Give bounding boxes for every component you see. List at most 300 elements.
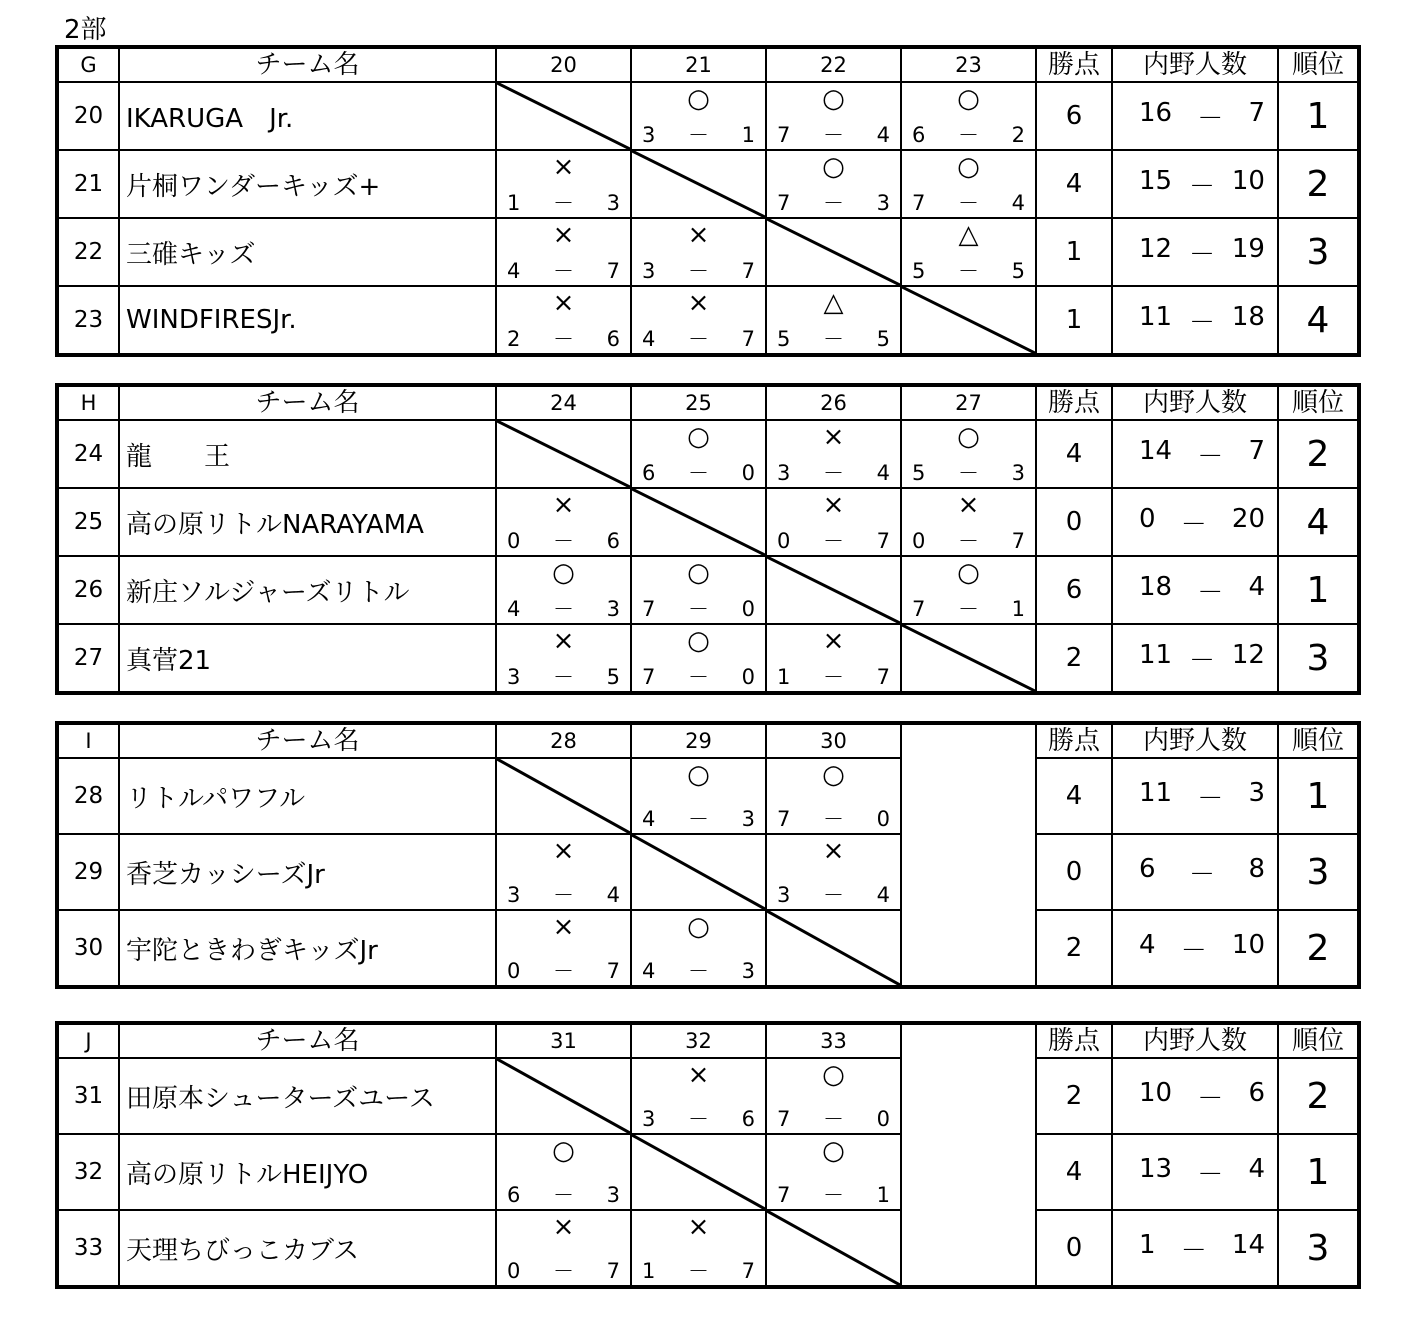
match-score: [507, 665, 620, 689]
header-row: [57, 385, 1359, 420]
score-own: 1: [777, 665, 791, 689]
group-table: [55, 1021, 1361, 1289]
result-mark: △: [958, 220, 979, 250]
score-own: 4: [642, 327, 656, 351]
diagonal-line: [497, 759, 630, 833]
match-score: [642, 1259, 755, 1283]
team-name: 天理ちびっこカブス: [119, 1210, 496, 1287]
score-dash: －: [958, 461, 979, 485]
inner-count: [1112, 218, 1278, 286]
score-dash: －: [823, 807, 844, 831]
score-opponent: 6: [606, 529, 620, 553]
result-mark: ○: [957, 558, 980, 588]
score-opponent: 5: [876, 327, 890, 351]
match-score: [642, 665, 755, 689]
score-dash: －: [958, 191, 979, 215]
group-letter: H: [57, 385, 119, 420]
result-mark: △: [823, 288, 844, 318]
result-mark: ×: [552, 836, 575, 866]
inner-count-for: 4: [1139, 929, 1156, 960]
team-row: [57, 1210, 1359, 1287]
inner-count-dash: －: [1197, 577, 1224, 608]
inner-count-dash: －: [1180, 1235, 1207, 1266]
team-rank: 3: [1278, 1210, 1359, 1287]
opponent-column-header: 26: [766, 385, 901, 420]
match-score: [777, 1183, 890, 1207]
win-points: 2: [1036, 1058, 1112, 1134]
win-points: 1: [1036, 218, 1112, 286]
team-name: 香芝カッシーズJr: [119, 834, 496, 910]
match-score: [642, 461, 755, 485]
score-dash: －: [688, 597, 709, 621]
score-dash: －: [688, 1107, 709, 1131]
points-header: 勝点: [1036, 1023, 1112, 1058]
score-dash: －: [688, 665, 709, 689]
score-dash: －: [823, 665, 844, 689]
score-dash: －: [553, 883, 574, 907]
team-rank: 1: [1278, 758, 1359, 834]
diagonal-line: [902, 287, 1035, 353]
inner-count: [1112, 834, 1278, 910]
score-own: 3: [777, 883, 791, 907]
score-dash: －: [958, 597, 979, 621]
empty-header-cell: [901, 1023, 1036, 1287]
score-opponent: 3: [606, 191, 620, 215]
result-mark: ○: [822, 84, 845, 114]
score-own: 6: [507, 1183, 521, 1207]
result-mark: ×: [822, 626, 845, 656]
inner-count-values: [1113, 854, 1277, 891]
match-result-cell: [766, 1134, 901, 1210]
match-score: [912, 123, 1025, 147]
group-table: [55, 45, 1361, 357]
inner-count: [1112, 82, 1278, 150]
score-opponent: 1: [876, 1183, 890, 1207]
inner-count-against: 20: [1231, 503, 1265, 534]
score-own: 7: [777, 1107, 791, 1131]
score-own: 1: [507, 191, 521, 215]
match-result-cell: [631, 1058, 766, 1134]
team-name: 三碓キッズ: [119, 218, 496, 286]
team-rank: 1: [1278, 82, 1359, 150]
inner-count-dash: －: [1188, 307, 1215, 338]
team-name: 高の原リトルHEIJYO: [119, 1134, 496, 1210]
empty-header-cell: [901, 723, 1036, 987]
result-mark: ○: [822, 760, 845, 790]
match-result-cell: [901, 488, 1036, 556]
score-dash: －: [823, 123, 844, 147]
score-dash: －: [958, 529, 979, 553]
inner-count-for: 6: [1139, 853, 1156, 884]
match-score: [642, 807, 755, 831]
opponent-column-header: 30: [766, 723, 901, 758]
inner-count-values: [1113, 436, 1277, 473]
score-dash: －: [958, 123, 979, 147]
score-opponent: 0: [876, 807, 890, 831]
match-score: [777, 883, 890, 907]
diagonal-line: [767, 219, 900, 285]
match-result-cell: [901, 218, 1036, 286]
team-name: リトルパワフル: [119, 758, 496, 834]
group-letter: I: [57, 723, 119, 758]
score-dash: －: [553, 259, 574, 283]
score-opponent: 4: [876, 461, 890, 485]
score-dash: －: [823, 529, 844, 553]
match-result-cell: [631, 286, 766, 355]
inner-count-values: [1113, 778, 1277, 815]
diagonal-line: [767, 911, 900, 985]
points-header: 勝点: [1036, 385, 1112, 420]
inner-count-header: 内野人数: [1112, 47, 1278, 82]
score-own: 3: [642, 123, 656, 147]
team-name: WINDFIRESJr.: [119, 286, 496, 355]
team-name: 片桐ワンダーキッズ+: [119, 150, 496, 218]
match-result-cell: [631, 624, 766, 693]
inner-count-values: [1113, 166, 1277, 203]
result-mark: ×: [687, 220, 710, 250]
result-mark: ○: [687, 422, 710, 452]
self-match-cell: [766, 1210, 901, 1287]
win-points: 6: [1036, 556, 1112, 624]
match-result-cell: [631, 910, 766, 987]
match-result-cell: [901, 556, 1036, 624]
score-own: 0: [777, 529, 791, 553]
score-own: 3: [642, 1107, 656, 1131]
match-result-cell: [496, 834, 631, 910]
score-opponent: 7: [741, 327, 755, 351]
score-dash: －: [823, 1183, 844, 1207]
score-opponent: 3: [606, 597, 620, 621]
group-letter: G: [57, 47, 119, 82]
inner-count-values: [1113, 1078, 1277, 1115]
inner-count-for: 16: [1139, 97, 1173, 128]
score-dash: －: [553, 1183, 574, 1207]
team-name: 新庄ソルジャーズリトル: [119, 556, 496, 624]
score-dash: －: [823, 883, 844, 907]
score-own: 3: [507, 665, 521, 689]
match-score: [912, 461, 1025, 485]
score-opponent: 7: [741, 1259, 755, 1283]
score-opponent: 5: [606, 665, 620, 689]
inner-count-values: [1113, 640, 1277, 677]
score-dash: －: [553, 191, 574, 215]
inner-count-dash: －: [1188, 239, 1215, 270]
inner-count-dash: －: [1197, 441, 1224, 472]
match-result-cell: [766, 420, 901, 488]
match-result-cell: [766, 150, 901, 218]
inner-count-dash: －: [1197, 783, 1224, 814]
result-mark: ×: [957, 490, 980, 520]
team-number: 33: [57, 1210, 119, 1287]
inner-count-header: 内野人数: [1112, 723, 1278, 758]
match-score: [507, 883, 620, 907]
score-opponent: 3: [606, 1183, 620, 1207]
match-result-cell: [901, 420, 1036, 488]
score-own: 3: [777, 461, 791, 485]
score-own: 7: [777, 123, 791, 147]
team-name-header: チーム名: [119, 47, 496, 82]
team-name-header: チーム名: [119, 723, 496, 758]
match-score: [507, 597, 620, 621]
inner-count-for: 15: [1139, 165, 1173, 196]
team-row: [57, 556, 1359, 624]
score-dash: －: [688, 327, 709, 351]
result-mark: ○: [687, 760, 710, 790]
inner-count-for: 14: [1139, 435, 1173, 466]
self-match-cell: [631, 1134, 766, 1210]
score-opponent: 7: [741, 259, 755, 283]
opponent-column-header: 33: [766, 1023, 901, 1058]
score-opponent: 0: [876, 1107, 890, 1131]
result-mark: ×: [552, 152, 575, 182]
score-opponent: 4: [876, 883, 890, 907]
diagonal-line: [632, 835, 765, 909]
match-score: [777, 123, 890, 147]
team-row: [57, 218, 1359, 286]
result-mark: ○: [687, 84, 710, 114]
match-score: [777, 807, 890, 831]
team-number: 27: [57, 624, 119, 693]
header-row: [57, 47, 1359, 82]
inner-count-for: 10: [1139, 1077, 1173, 1108]
inner-count-values: [1113, 1154, 1277, 1191]
score-dash: －: [823, 1107, 844, 1131]
team-name: 真菅21: [119, 624, 496, 693]
score-own: 2: [507, 327, 521, 351]
inner-count-header: 内野人数: [1112, 1023, 1278, 1058]
header-row: [57, 1023, 1359, 1058]
rank-header: 順位: [1278, 1023, 1359, 1058]
result-mark: ×: [822, 836, 845, 866]
score-own: 7: [912, 191, 926, 215]
team-rank: 2: [1278, 150, 1359, 218]
match-result-cell: [766, 286, 901, 355]
group-letter: J: [57, 1023, 119, 1058]
team-number: 29: [57, 834, 119, 910]
match-score: [642, 1107, 755, 1131]
result-mark: ○: [552, 558, 575, 588]
result-mark: ×: [687, 1212, 710, 1242]
inner-count-against: 3: [1248, 777, 1265, 808]
result-mark: ○: [822, 1136, 845, 1166]
result-mark: ×: [552, 490, 575, 520]
team-number: 20: [57, 82, 119, 150]
score-own: 5: [777, 327, 791, 351]
team-row: [57, 286, 1359, 355]
score-opponent: 1: [741, 123, 755, 147]
team-rank: 1: [1278, 1134, 1359, 1210]
match-score: [642, 959, 755, 983]
score-opponent: 7: [876, 529, 890, 553]
match-result-cell: [496, 1134, 631, 1210]
diagonal-line: [632, 151, 765, 217]
score-own: 7: [642, 597, 656, 621]
inner-count-against: 19: [1231, 233, 1265, 264]
match-result-cell: [766, 758, 901, 834]
score-own: 3: [642, 259, 656, 283]
score-own: 4: [507, 259, 521, 283]
match-result-cell: [496, 910, 631, 987]
result-mark: ×: [552, 1212, 575, 1242]
score-opponent: 7: [606, 259, 620, 283]
result-mark: ×: [552, 912, 575, 942]
inner-count-values: [1113, 930, 1277, 967]
inner-count-values: [1113, 302, 1277, 339]
team-rank: 2: [1278, 420, 1359, 488]
inner-count-for: 13: [1139, 1153, 1173, 1184]
rank-header: 順位: [1278, 723, 1359, 758]
diagonal-line: [632, 1135, 765, 1209]
score-dash: －: [553, 1259, 574, 1283]
score-opponent: 4: [876, 123, 890, 147]
result-mark: ○: [957, 152, 980, 182]
team-number: 23: [57, 286, 119, 355]
inner-count: [1112, 488, 1278, 556]
team-rank: 4: [1278, 488, 1359, 556]
team-row: [57, 420, 1359, 488]
win-points: 0: [1036, 834, 1112, 910]
inner-count-for: 1: [1139, 1229, 1156, 1260]
result-mark: ×: [552, 626, 575, 656]
opponent-column-header: 25: [631, 385, 766, 420]
win-points: 2: [1036, 910, 1112, 987]
score-dash: －: [688, 959, 709, 983]
win-points: 0: [1036, 488, 1112, 556]
result-mark: ○: [957, 422, 980, 452]
score-opponent: 4: [606, 883, 620, 907]
match-score: [912, 597, 1025, 621]
score-own: 6: [912, 123, 926, 147]
team-number: 21: [57, 150, 119, 218]
rank-header: 順位: [1278, 47, 1359, 82]
score-dash: －: [823, 461, 844, 485]
win-points: 4: [1036, 758, 1112, 834]
inner-count-values: [1113, 572, 1277, 609]
self-match-cell: [496, 420, 631, 488]
win-points: 4: [1036, 1134, 1112, 1210]
team-rank: 3: [1278, 218, 1359, 286]
match-score: [642, 327, 755, 351]
match-score: [507, 1183, 620, 1207]
points-header: 勝点: [1036, 47, 1112, 82]
team-name-header: チーム名: [119, 1023, 496, 1058]
score-opponent: 0: [741, 597, 755, 621]
match-score: [777, 529, 890, 553]
result-mark: ○: [687, 558, 710, 588]
group-table: [55, 383, 1361, 695]
score-dash: －: [823, 191, 844, 215]
result-mark: ○: [552, 1136, 575, 1166]
match-result-cell: [631, 1210, 766, 1287]
result-mark: ○: [957, 84, 980, 114]
score-own: 7: [912, 597, 926, 621]
match-score: [507, 959, 620, 983]
inner-count-dash: －: [1188, 645, 1215, 676]
self-match-cell: [496, 1058, 631, 1134]
score-opponent: 5: [1011, 259, 1025, 283]
team-row: [57, 910, 1359, 987]
inner-count-for: 11: [1139, 639, 1173, 670]
win-points: 0: [1036, 1210, 1112, 1287]
match-score: [507, 191, 620, 215]
match-score: [642, 259, 755, 283]
score-own: 7: [777, 191, 791, 215]
self-match-cell: [496, 758, 631, 834]
inner-count: [1112, 150, 1278, 218]
inner-count-against: 12: [1231, 639, 1265, 670]
self-match-cell: [901, 624, 1036, 693]
team-name-header: チーム名: [119, 385, 496, 420]
score-dash: －: [688, 259, 709, 283]
team-name: 宇陀ときわぎキッズJr: [119, 910, 496, 987]
score-opponent: 4: [1011, 191, 1025, 215]
match-result-cell: [496, 488, 631, 556]
match-result-cell: [496, 150, 631, 218]
self-match-cell: [901, 286, 1036, 355]
self-match-cell: [766, 218, 901, 286]
inner-count-against: 14: [1231, 1229, 1265, 1260]
score-own: 4: [642, 807, 656, 831]
score-own: 6: [642, 461, 656, 485]
self-match-cell: [766, 910, 901, 987]
score-own: 7: [777, 1183, 791, 1207]
inner-count-dash: －: [1197, 1083, 1224, 1114]
team-number: 30: [57, 910, 119, 987]
score-own: 5: [912, 461, 926, 485]
match-result-cell: [631, 556, 766, 624]
score-dash: －: [688, 807, 709, 831]
score-dash: －: [553, 597, 574, 621]
team-name: 龍 王: [119, 420, 496, 488]
match-score: [777, 327, 890, 351]
opponent-column-header: 23: [901, 47, 1036, 82]
opponent-column-header: 28: [496, 723, 631, 758]
inner-count: [1112, 420, 1278, 488]
match-result-cell: [901, 150, 1036, 218]
result-mark: ×: [822, 422, 845, 452]
score-opponent: 3: [1011, 461, 1025, 485]
inner-count-against: 4: [1248, 1153, 1265, 1184]
match-score: [777, 461, 890, 485]
inner-count-for: 11: [1139, 301, 1173, 332]
win-points: 4: [1036, 150, 1112, 218]
match-score: [777, 191, 890, 215]
match-result-cell: [496, 556, 631, 624]
score-opponent: 7: [876, 665, 890, 689]
win-points: 6: [1036, 82, 1112, 150]
team-number: 32: [57, 1134, 119, 1210]
match-score: [507, 259, 620, 283]
team-number: 22: [57, 218, 119, 286]
match-result-cell: [631, 758, 766, 834]
score-opponent: 7: [606, 1259, 620, 1283]
score-own: 7: [642, 665, 656, 689]
match-result-cell: [766, 624, 901, 693]
match-result-cell: [496, 218, 631, 286]
team-rank: 3: [1278, 624, 1359, 693]
match-result-cell: [496, 624, 631, 693]
division-title: 2部: [64, 15, 107, 45]
inner-count: [1112, 758, 1278, 834]
score-own: 7: [777, 807, 791, 831]
result-mark: ×: [552, 220, 575, 250]
inner-count-dash: －: [1180, 935, 1207, 966]
self-match-cell: [631, 834, 766, 910]
score-opponent: 3: [741, 807, 755, 831]
match-score: [912, 529, 1025, 553]
self-match-cell: [631, 150, 766, 218]
match-score: [507, 1259, 620, 1283]
